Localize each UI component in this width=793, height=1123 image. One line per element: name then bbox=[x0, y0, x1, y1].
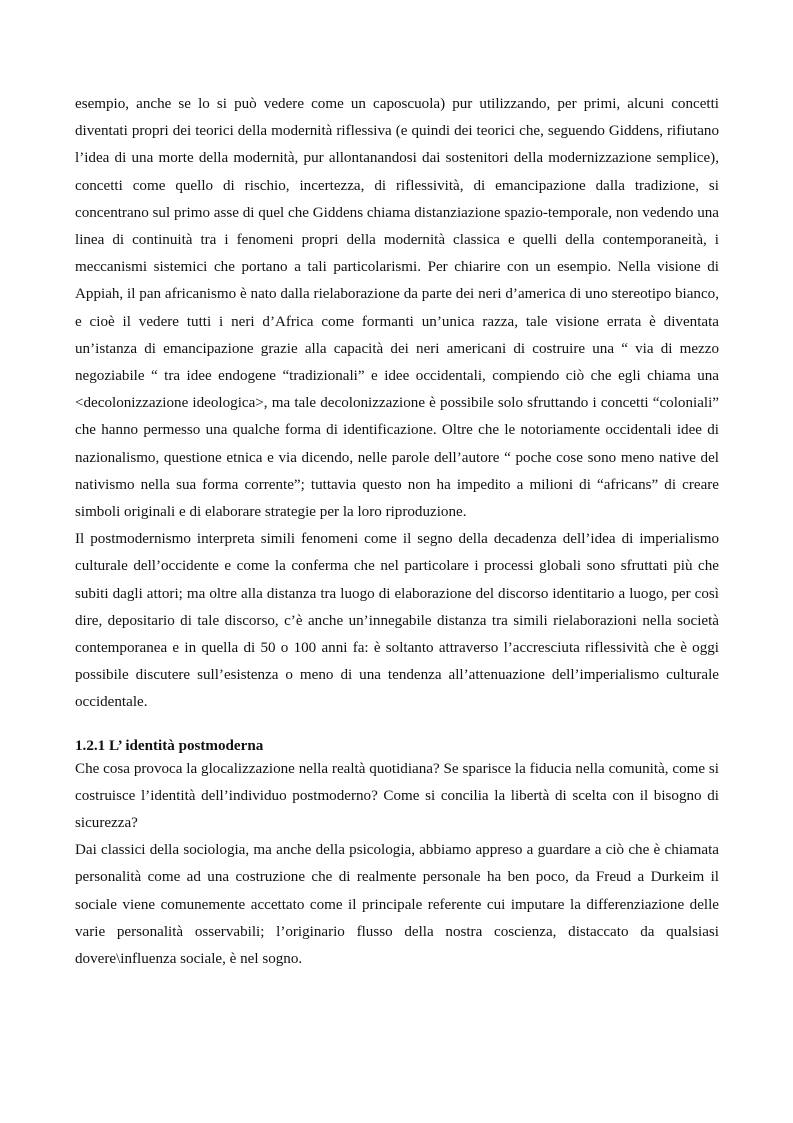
paragraph-4: Dai classici della sociologia, ma anche della psicologia, abbiamo appreso a guardare a ciò che è chiamata personalità come ad una costruzione che di realmente personale ha ben poco, da Freud a Durkeim il sociale viene comunemente accettato come il principale referente cui imputare la differenziazione delle varie personalità osservabili; l’originario flusso della nostra coscienza, distaccato da qualsiasi dovere\influenza sociale, è nel sogno. bbox=[75, 842, 719, 968]
paragraph-1: esempio, anche se lo si può vedere come un caposcuola) pur utilizzando, per primi, alcuni concetti diventati propri dei teorici della modernità riflessiva (e quindi dei teorici che, seguendo Giddens, rifiutano l’idea di una morte della modernità, pur allontanandosi dai sostenitori della modernizzazione semplice), concetti come quello di rischio, incertezza, di riflessività, di emancipazione dalla tradizione, si concentrano sul primo asse di quel che Giddens chiama distanziazione spazio-temporale, non vedendo una linea di continuità tra i fenomeni propri della modernità classica e quelli della contemporaneità, i meccanismi sistemici che portano a tali particolarismi. Per chiarire con un esempio. Nella visione di Appiah, il pan africanismo è nato dalla rielaborazione da parte dei neri d’america di uno stereotipo bianco, e cioè il vedere tutti i neri d’Africa come formanti un’unica razza, tale visione errata è diventata un’istanza di emancipazione grazie alla capacità dei neri americani di costruire una “ via di mezzo negoziabile “ tra idee endogene “tradizionali” e idee occidentali, compiendo ciò che egli chiama una <decolonizzazione ideologica>, ma tale decolonizzazione è possibile solo sfruttando i concetti “coloniali” che hanno permesso una qualche forma di identificazione. Oltre che le notoriamente occidentali idee di nazionalismo, questione etnica e via dicendo, nelle parole dell’autore “ poche cose sono meno native del nativismo nella sua forma corrente”; tuttavia questo non ha impedito a milioni di “africans” di creare simboli originali e di elaborare strategie per la loro riproduzione. bbox=[75, 96, 719, 521]
paragraph-3: Che cosa provoca la glocalizzazione nella realtà quotidiana? Se sparisce la fiducia nella comunità, come si costruisce l’identità dell’individuo postmoderno? Come si concilia la libertà di scelta con il bisogno di sicurezza? bbox=[75, 760, 719, 832]
paragraph-2: Il postmodernismo interpreta simili fenomeni come il segno della decadenza dell’idea di imperialismo culturale dell’occidente e come la conferma che nel particolare i processi globali sono sfruttati più che subiti dagli attori; ma oltre alla distanza tra luogo di elaborazione del discorso identitario a luogo, per così dire, depositario di tale discorso, c’è anche un’innegabile distanza tra simili rielaborazioni nella società contemporanea e in quella di 50 o 100 anni fa: è soltanto attraverso l’accresciuta riflessività che è oggi possibile discutere sull’esistenza o meno di una tendenza all’attenuazione dell’imperialismo culturale occidentale. bbox=[75, 531, 719, 711]
document-page bbox=[75, 91, 719, 973]
section-heading: 1.2.1 L’ identità postmoderna bbox=[75, 737, 264, 754]
